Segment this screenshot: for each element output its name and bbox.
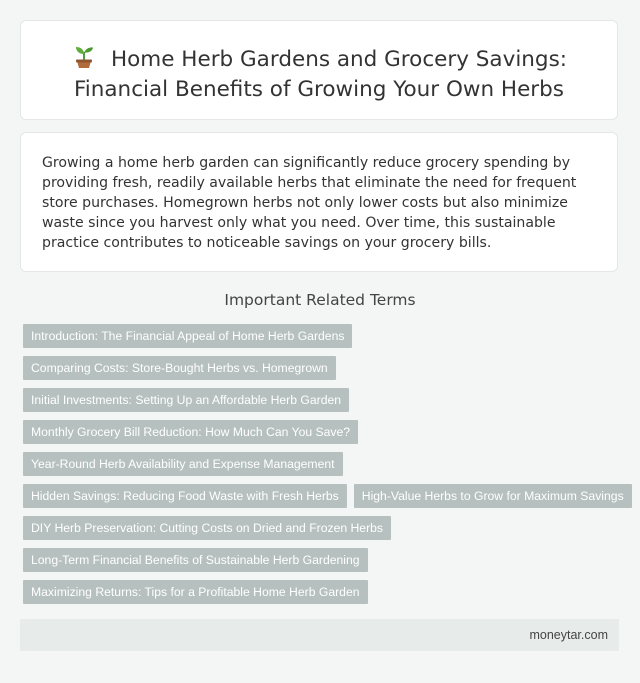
tag-row bbox=[23, 356, 623, 380]
tag-row bbox=[23, 484, 623, 508]
sprout-icon bbox=[71, 43, 97, 69]
related-terms-heading: Important Related Terms bbox=[224, 291, 416, 309]
title-card bbox=[20, 20, 618, 120]
title-line-1: Home Herb Gardens and Grocery Savings: bbox=[110, 47, 568, 72]
related-term-tag[interactable]: High-Value Herbs to Grow for Maximum Savings bbox=[354, 484, 632, 508]
related-term-tag[interactable]: Hidden Savings: Reducing Food Waste with Fresh Herbs bbox=[23, 484, 347, 508]
tag-row bbox=[23, 580, 623, 604]
tag-row bbox=[23, 548, 623, 572]
page-title bbox=[21, 21, 617, 105]
footer-site-link[interactable]: moneytar.com bbox=[529, 628, 608, 642]
related-term-tag[interactable]: Introduction: The Financial Appeal of Home Herb Gardens bbox=[23, 324, 352, 348]
summary-card bbox=[20, 132, 618, 272]
related-term-tag[interactable]: Comparing Costs: Store-Bought Herbs vs. Homegrown bbox=[23, 356, 336, 380]
related-term-tag[interactable]: Monthly Grocery Bill Reduction: How Much Can You Save? bbox=[23, 420, 358, 444]
tag-row bbox=[23, 516, 623, 540]
tag-row bbox=[23, 324, 623, 348]
related-term-tag[interactable]: Long-Term Financial Benefits of Sustainable Herb Gardening bbox=[23, 548, 368, 572]
tag-row bbox=[23, 452, 623, 476]
title-line-2: Financial Benefits of Growing Your Own Herbs bbox=[73, 77, 564, 102]
related-term-tag[interactable]: Maximizing Returns: Tips for a Profitable Home Herb Garden bbox=[23, 580, 368, 604]
summary-text: Growing a home herb garden can significantly reduce grocery spending by providing fresh, readily available herbs that eliminate the need for frequent store purchases. Homegrown herbs not only lower costs but also minimize waste since you harvest only what you need. Over time, this sustainable practice contributes to noticeable savings on your grocery bills. bbox=[42, 155, 577, 251]
related-term-tag[interactable]: Year-Round Herb Availability and Expense Management bbox=[23, 452, 343, 476]
tag-row bbox=[23, 388, 623, 412]
footer bbox=[20, 619, 619, 651]
tag-row bbox=[23, 420, 623, 444]
related-term-tag[interactable]: DIY Herb Preservation: Cutting Costs on Dried and Frozen Herbs bbox=[23, 516, 391, 540]
related-terms-list bbox=[23, 324, 623, 612]
related-term-tag[interactable]: Initial Investments: Setting Up an Affordable Herb Garden bbox=[23, 388, 349, 412]
